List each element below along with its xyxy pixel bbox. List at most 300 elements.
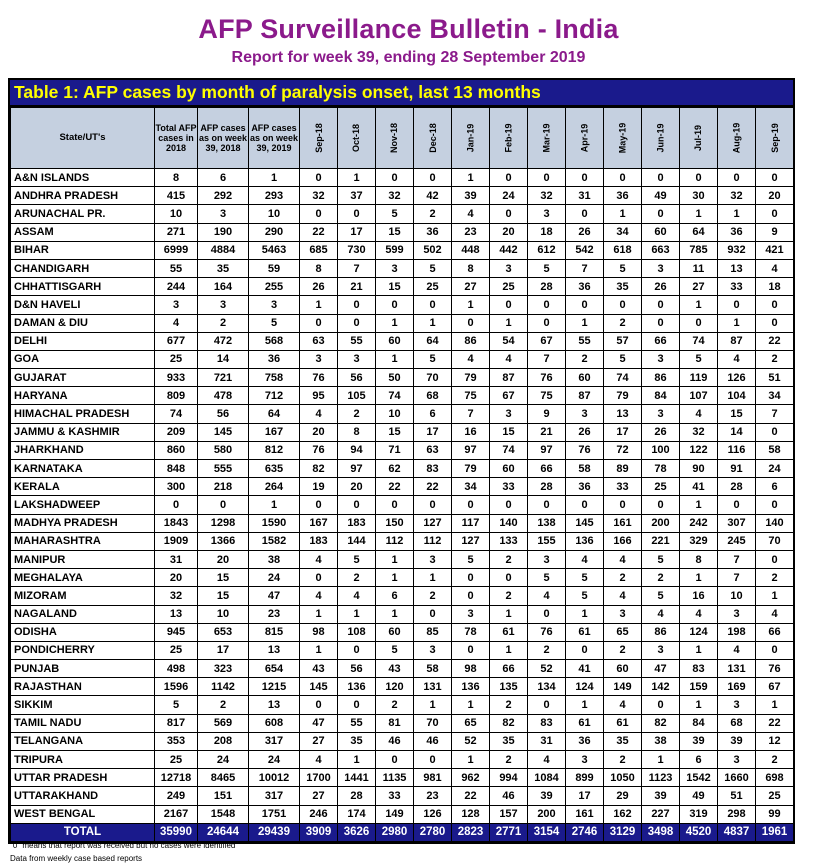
value-cell: 10012 [249, 769, 300, 787]
value-cell: 79 [604, 387, 642, 405]
value-cell: 933 [155, 369, 198, 387]
value-cell: 47 [642, 660, 680, 678]
value-cell: 0 [490, 496, 528, 514]
value-cell: 2 [604, 751, 642, 769]
value-cell: 18 [756, 278, 794, 296]
value-cell: 0 [756, 550, 794, 568]
value-cell: 52 [452, 732, 490, 750]
value-cell: 6 [414, 405, 452, 423]
value-cell: 20 [756, 187, 794, 205]
value-cell: 127 [452, 532, 490, 550]
value-cell: 144 [338, 532, 376, 550]
value-cell: 164 [198, 278, 249, 296]
value-cell: 7 [452, 405, 490, 423]
value-cell: 36 [566, 478, 604, 496]
value-cell: 0 [718, 496, 756, 514]
value-cell: 2 [756, 350, 794, 368]
value-cell: 41 [680, 478, 718, 496]
value-cell: 244 [155, 278, 198, 296]
value-cell: 6 [756, 478, 794, 496]
value-cell: 26 [642, 423, 680, 441]
value-cell: 145 [300, 678, 338, 696]
value-cell: 25 [155, 641, 198, 659]
value-cell: 3 [528, 205, 566, 223]
value-cell: 599 [376, 241, 414, 259]
header-month: Mar-19 [528, 108, 566, 169]
value-cell: 24 [249, 569, 300, 587]
value-cell: 0 [528, 296, 566, 314]
state-name-cell: ODISHA [11, 623, 155, 641]
state-name-cell: MIZORAM [11, 587, 155, 605]
value-cell: 24644 [198, 823, 249, 841]
value-cell: 0 [490, 205, 528, 223]
afp-cases-table [10, 107, 794, 842]
value-cell: 51 [718, 787, 756, 805]
value-cell: 13 [249, 696, 300, 714]
value-cell: 157 [490, 805, 528, 823]
value-cell: 97 [452, 441, 490, 459]
value-cell: 3 [642, 350, 680, 368]
value-cell: 26 [642, 278, 680, 296]
value-cell: 685 [300, 241, 338, 259]
value-cell: 1 [756, 587, 794, 605]
value-cell: 4520 [680, 823, 718, 841]
value-cell: 2167 [155, 805, 198, 823]
value-cell: 3 [155, 296, 198, 314]
value-cell: 25 [756, 787, 794, 805]
value-cell: 13 [249, 641, 300, 659]
value-cell: 317 [249, 732, 300, 750]
value-cell: 208 [198, 732, 249, 750]
value-cell: 17 [604, 423, 642, 441]
value-cell: 97 [528, 441, 566, 459]
state-name-cell: PUNJAB [11, 660, 155, 678]
table-row [11, 514, 794, 532]
header-month: May-19 [604, 108, 642, 169]
value-cell: 0 [338, 314, 376, 332]
state-name-cell: LAKSHADWEEP [11, 496, 155, 514]
value-cell: 5463 [249, 241, 300, 259]
value-cell: 0 [300, 569, 338, 587]
value-cell: 0 [756, 314, 794, 332]
value-cell: 1 [490, 641, 528, 659]
value-cell: 4884 [198, 241, 249, 259]
value-cell: 127 [414, 514, 452, 532]
value-cell: 159 [680, 678, 718, 696]
value-cell: 89 [604, 460, 642, 478]
value-cell: 2 [566, 350, 604, 368]
value-cell: 3 [718, 605, 756, 623]
value-cell: 0 [452, 587, 490, 605]
value-cell: 0 [452, 496, 490, 514]
value-cell: 33 [718, 278, 756, 296]
value-cell: 34 [452, 478, 490, 496]
value-cell: 0 [376, 751, 414, 769]
value-cell: 1 [490, 605, 528, 623]
value-cell: 33 [490, 478, 528, 496]
value-cell: 9 [756, 223, 794, 241]
value-cell: 0 [528, 169, 566, 187]
value-cell: 8 [680, 550, 718, 568]
value-cell: 1 [452, 696, 490, 714]
value-cell: 0 [566, 641, 604, 659]
value-cell: 60 [642, 223, 680, 241]
value-cell: 74 [155, 405, 198, 423]
value-cell: 31 [155, 550, 198, 568]
value-cell: 227 [642, 805, 680, 823]
value-cell: 1 [756, 696, 794, 714]
value-cell: 64 [249, 405, 300, 423]
value-cell: 1 [376, 350, 414, 368]
header-month: Oct-18 [338, 108, 376, 169]
table-row [11, 605, 794, 623]
value-cell: 245 [718, 532, 756, 550]
state-name-cell: BIHAR [11, 241, 155, 259]
value-cell: 2 [490, 587, 528, 605]
value-cell: 16 [452, 423, 490, 441]
value-cell: 10 [718, 587, 756, 605]
value-cell: 5 [528, 259, 566, 277]
value-cell: 85 [414, 623, 452, 641]
value-cell: 15 [376, 423, 414, 441]
value-cell: 28 [528, 278, 566, 296]
value-cell: 3 [452, 605, 490, 623]
table-row [11, 187, 794, 205]
value-cell: 145 [566, 514, 604, 532]
value-cell: 3 [528, 550, 566, 568]
value-cell: 1 [376, 569, 414, 587]
value-cell: 0 [376, 496, 414, 514]
value-cell: 13 [718, 259, 756, 277]
state-name-cell: CHANDIGARH [11, 259, 155, 277]
value-cell: 2 [756, 751, 794, 769]
state-name-cell: KERALA [11, 478, 155, 496]
value-cell: 8 [452, 259, 490, 277]
value-cell: 47 [300, 714, 338, 732]
value-cell: 6 [198, 169, 249, 187]
value-cell: 0 [756, 641, 794, 659]
value-cell: 59 [249, 259, 300, 277]
value-cell: 0 [338, 641, 376, 659]
value-cell: 142 [642, 678, 680, 696]
value-cell: 25 [642, 478, 680, 496]
table-row [11, 205, 794, 223]
table-row [11, 278, 794, 296]
table-row [11, 714, 794, 732]
value-cell: 52 [528, 660, 566, 678]
value-cell: 7 [528, 350, 566, 368]
value-cell: 1 [490, 314, 528, 332]
state-name-cell: JHARKHAND [11, 441, 155, 459]
value-cell: 0 [414, 496, 452, 514]
value-cell: 166 [604, 532, 642, 550]
value-cell: 12 [756, 732, 794, 750]
value-cell: 1 [680, 696, 718, 714]
state-name-cell: KARNATAKA [11, 460, 155, 478]
value-cell: 78 [642, 460, 680, 478]
value-cell: 472 [198, 332, 249, 350]
value-cell: 0 [414, 169, 452, 187]
value-cell: 0 [414, 605, 452, 623]
value-cell: 3 [198, 296, 249, 314]
value-cell: 580 [198, 441, 249, 459]
value-cell: 1050 [604, 769, 642, 787]
value-cell: 0 [566, 496, 604, 514]
value-cell: 76 [528, 369, 566, 387]
value-cell: 86 [452, 332, 490, 350]
value-cell: 20 [198, 550, 249, 568]
value-cell: 8 [300, 259, 338, 277]
value-cell: 815 [249, 623, 300, 641]
value-cell: 18 [528, 223, 566, 241]
value-cell: 54 [490, 332, 528, 350]
value-cell: 1 [300, 605, 338, 623]
value-cell: 190 [198, 223, 249, 241]
value-cell: 75 [452, 387, 490, 405]
value-cell: 15 [376, 278, 414, 296]
value-cell: 0 [604, 169, 642, 187]
value-cell: 134 [528, 678, 566, 696]
table-row [11, 587, 794, 605]
header-month: Jan-19 [452, 108, 490, 169]
value-cell: 0 [642, 296, 680, 314]
value-cell: 151 [198, 787, 249, 805]
value-cell: 1590 [249, 514, 300, 532]
value-cell: 200 [642, 514, 680, 532]
value-cell: 246 [300, 805, 338, 823]
value-cell: 1 [642, 751, 680, 769]
value-cell: 76 [756, 660, 794, 678]
value-cell: 7 [338, 259, 376, 277]
value-cell: 61 [566, 714, 604, 732]
value-cell: 105 [338, 387, 376, 405]
value-cell: 19 [300, 478, 338, 496]
value-cell: 56 [338, 660, 376, 678]
value-cell: 167 [249, 423, 300, 441]
value-cell: 55 [338, 714, 376, 732]
value-cell: 4 [680, 405, 718, 423]
value-cell: 12718 [155, 769, 198, 787]
table-row [11, 314, 794, 332]
value-cell: 169 [718, 678, 756, 696]
value-cell: 1596 [155, 678, 198, 696]
value-cell: 117 [452, 514, 490, 532]
value-cell: 174 [338, 805, 376, 823]
value-cell: 698 [756, 769, 794, 787]
value-cell: 3909 [300, 823, 338, 841]
value-cell: 112 [414, 532, 452, 550]
value-cell: 55 [338, 332, 376, 350]
value-cell: 2771 [490, 823, 528, 841]
value-cell: 1 [300, 296, 338, 314]
value-cell: 66 [642, 332, 680, 350]
value-cell: 24 [490, 187, 528, 205]
value-cell: 64 [680, 223, 718, 241]
table-row [11, 623, 794, 641]
value-cell: 124 [680, 623, 718, 641]
value-cell: 860 [155, 441, 198, 459]
value-cell: 3 [249, 296, 300, 314]
value-cell: 0 [414, 751, 452, 769]
value-cell: 1 [604, 205, 642, 223]
value-cell: 55 [155, 259, 198, 277]
state-name-cell: ANDHRA PRADESH [11, 187, 155, 205]
value-cell: 10 [198, 605, 249, 623]
value-cell: 36 [414, 223, 452, 241]
value-cell: 1 [566, 605, 604, 623]
value-cell: 47 [249, 587, 300, 605]
header-month: Jul-19 [680, 108, 718, 169]
value-cell: 1 [338, 751, 376, 769]
value-cell: 2 [756, 569, 794, 587]
value-cell: 4 [155, 314, 198, 332]
value-cell: 5 [642, 587, 680, 605]
header-month: Sep-18 [300, 108, 338, 169]
value-cell: 74 [376, 387, 414, 405]
value-cell: 3 [642, 259, 680, 277]
value-cell: 4 [490, 350, 528, 368]
value-cell: 76 [300, 441, 338, 459]
value-cell: 23 [414, 787, 452, 805]
value-cell: 612 [528, 241, 566, 259]
value-cell: 932 [718, 241, 756, 259]
value-cell: 2 [604, 314, 642, 332]
value-cell: 79 [452, 460, 490, 478]
value-cell: 5 [249, 314, 300, 332]
value-cell: 33 [604, 478, 642, 496]
value-cell: 17 [338, 223, 376, 241]
value-cell: 90 [680, 460, 718, 478]
value-cell: 1582 [249, 532, 300, 550]
value-cell: 60 [376, 332, 414, 350]
value-cell: 1 [718, 205, 756, 223]
value-cell: 7 [756, 405, 794, 423]
header-month: Sep-19 [756, 108, 794, 169]
value-cell: 35 [604, 732, 642, 750]
value-cell: 2823 [452, 823, 490, 841]
value-cell: 264 [249, 478, 300, 496]
header-month: Aug-19 [718, 108, 756, 169]
value-cell: 2 [338, 569, 376, 587]
value-cell: 46 [376, 732, 414, 750]
value-cell: 3 [642, 641, 680, 659]
table-row [11, 478, 794, 496]
value-cell: 3154 [528, 823, 566, 841]
state-name-cell: GOA [11, 350, 155, 368]
value-cell: 145 [198, 423, 249, 441]
value-cell: 994 [490, 769, 528, 787]
value-cell: 2 [528, 641, 566, 659]
value-cell: 271 [155, 223, 198, 241]
value-cell: 22 [376, 478, 414, 496]
value-cell: 5 [642, 550, 680, 568]
value-cell: 478 [198, 387, 249, 405]
bulletin-title: AFP Surveillance Bulletin - India [198, 14, 619, 44]
value-cell: 35 [198, 259, 249, 277]
value-cell: 97 [338, 460, 376, 478]
value-cell: 39 [718, 732, 756, 750]
value-cell: 0 [490, 296, 528, 314]
value-cell: 654 [249, 660, 300, 678]
value-cell: 3 [566, 405, 604, 423]
value-cell: 41 [566, 660, 604, 678]
value-cell: 9 [528, 405, 566, 423]
state-name-cell: UTTARAKHAND [11, 787, 155, 805]
value-cell: 50 [376, 369, 414, 387]
value-cell: 1142 [198, 678, 249, 696]
value-cell: 67 [528, 332, 566, 350]
value-cell: 16 [680, 587, 718, 605]
value-cell: 1135 [376, 769, 414, 787]
value-cell: 1 [376, 314, 414, 332]
value-cell: 35 [490, 732, 528, 750]
value-cell: 1961 [756, 823, 794, 841]
value-cell: 20 [490, 223, 528, 241]
value-cell: 1660 [718, 769, 756, 787]
state-name-cell: MAHARASHTRA [11, 532, 155, 550]
value-cell: 70 [414, 714, 452, 732]
value-cell: 307 [718, 514, 756, 532]
value-cell: 107 [680, 387, 718, 405]
value-cell: 0 [490, 169, 528, 187]
value-cell: 28 [718, 478, 756, 496]
value-cell: 25 [490, 278, 528, 296]
value-cell: 2 [198, 314, 249, 332]
value-cell: 0 [490, 569, 528, 587]
state-name-cell: TRIPURA [11, 751, 155, 769]
value-cell: 183 [300, 532, 338, 550]
value-cell: 568 [249, 332, 300, 350]
value-cell: 2 [376, 696, 414, 714]
value-cell: 1 [414, 314, 452, 332]
value-cell: 39 [642, 787, 680, 805]
value-cell: 4 [718, 641, 756, 659]
state-name-cell: PONDICHERRY [11, 641, 155, 659]
table-caption: Table 1: AFP cases by month of paralysis onset, last 13 months [10, 80, 793, 107]
value-cell: 21 [528, 423, 566, 441]
state-name-cell: MANIPUR [11, 550, 155, 568]
value-cell: 758 [249, 369, 300, 387]
value-cell: 65 [604, 623, 642, 641]
value-cell: 0 [528, 496, 566, 514]
state-name-cell: MADHYA PRADESH [11, 514, 155, 532]
value-cell: 98 [452, 660, 490, 678]
value-cell: 0 [528, 696, 566, 714]
table-row [11, 405, 794, 423]
value-cell: 49 [680, 787, 718, 805]
value-cell: 5 [528, 569, 566, 587]
value-cell: 32 [718, 187, 756, 205]
value-cell: 99 [756, 805, 794, 823]
value-cell: 61 [490, 623, 528, 641]
value-cell: 72 [604, 441, 642, 459]
value-cell: 2 [490, 751, 528, 769]
value-cell: 323 [198, 660, 249, 678]
state-name-cell: ARUNACHAL PR. [11, 205, 155, 223]
value-cell: 3 [198, 205, 249, 223]
value-cell: 46 [490, 787, 528, 805]
value-cell: 32 [155, 587, 198, 605]
value-cell: 65 [452, 714, 490, 732]
value-cell: 11 [680, 259, 718, 277]
value-cell: 10 [155, 205, 198, 223]
value-cell: 38 [642, 732, 680, 750]
value-cell: 6 [376, 587, 414, 605]
state-name-cell: SIKKIM [11, 696, 155, 714]
value-cell: 0 [642, 696, 680, 714]
value-cell: 82 [490, 714, 528, 732]
table-body [11, 169, 794, 842]
